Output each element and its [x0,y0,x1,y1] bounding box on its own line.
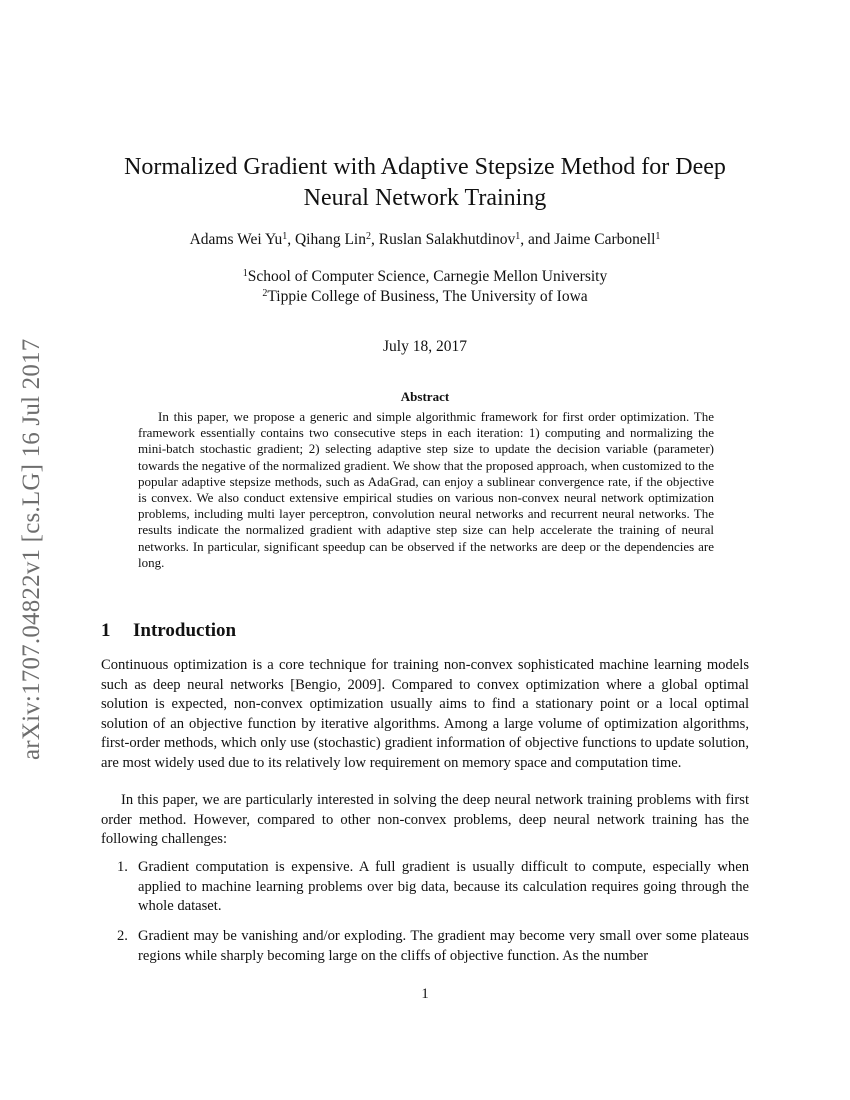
paper-title: Normalized Gradient with Adaptive Stepsize Method for Deep Neural Network Training [124,154,726,211]
affiliation [100,267,750,287]
affiliation-list [100,267,750,307]
affiliation-mark: 1 [242,268,248,279]
author: Qihang Lin [294,231,366,248]
list-marker: 1. [117,859,128,875]
intro-paragraph: Continuous optimization is a core technique for training non-convex sophisticated machine learning models such as deep neural networks [Bengio, 2009]. Compared to convex optimization where a global optimal solution is expected, non-convex optimization usually aims to find a stationary point or a local optimal solution of an objective function by iterative algorithms. Among a large volume of optimization algorithms, first-order methods, which only use (stochastic) gradient information of objective functions to update solution, are most widely used due to its relatively low requirement on memory space and computation time. [101,657,749,771]
section-heading [101,620,236,642]
arxiv-stamp: arXiv:1707.04822v1 [cs.LG] 16 Jul 2017 [18,338,45,760]
affiliation-mark: 2 [262,288,268,299]
challenge-list [101,927,749,966]
author: Jaime Carbonell [554,231,656,248]
list-item-text: Gradient may be vanishing and/or exploding. The gradient may become very small over some plateaus regions while sharply becoming large on the cliffs of objective function. As the number [138,928,749,964]
list-marker: 2. [117,928,128,944]
author-separator: , [287,231,295,248]
affiliation-text: School of Computer Science, Carnegie Mellon University [247,268,608,285]
arxiv-stamp-container [12,300,52,760]
section-number: 1 [101,620,111,641]
section-title: Introduction [133,620,237,641]
affiliation [100,287,750,307]
intro-paragraph: In this paper, we are particularly interested in solving the deep neural network training problems with first order method. However, compared to other non-convex problems, deep neural network training has the following challenges: [101,792,749,847]
author: Adams Wei Yu [189,231,283,248]
author-separator: , [370,231,379,248]
author-affil-mark: 1 [515,231,521,242]
list-item [101,927,749,966]
affiliation-text: Tippie College of Business, The University of Iowa [267,288,588,305]
page-number: 1 [421,986,429,1002]
author-affil-mark: 1 [655,231,661,242]
author-list [100,230,750,250]
author: Ruslan Salakhutdinov [378,231,516,248]
list-item-text: Gradient computation is expensive. A full gradient is usually difficult to compute, especially when applied to machine learning problems over big data, because its calculation requires going through the whole dataset. [138,859,749,914]
abstract-text: In this paper, we propose a generic and simple algorithmic framework for first order optimization. The framework essentially contains two consecutive steps in each iteration: 1) computing and normalizing the mini-batch stochastic gradient; 2) selecting adaptive step size to update the decision variable (parameter) towards the negative of the normalized gradient. We show that the proposed approach, when customized to the popular adaptive stepsize methods, such as AdaGrad, can enjoy a sublinear convergence rate, if the objective is convex. We also conduct extensive empirical studies on various non-convex neural network optimization problems, including multi layer perceptron, convolution neural networks and recurrent neural networks. The results indicate the normalized gradient with adaptive step size can help accelerate the training of neural networks. In particular, significant speedup can be observed if the networks are deep or the dependencies are long. [138,409,714,570]
author-affil-mark: 2 [365,231,371,242]
publication-date: July 18, 2017 [383,338,467,355]
abstract-heading: Abstract [400,389,450,404]
list-item [101,858,749,917]
author-separator: , and [520,231,555,248]
author-affil-mark: 1 [282,231,288,242]
challenge-list [101,858,749,917]
